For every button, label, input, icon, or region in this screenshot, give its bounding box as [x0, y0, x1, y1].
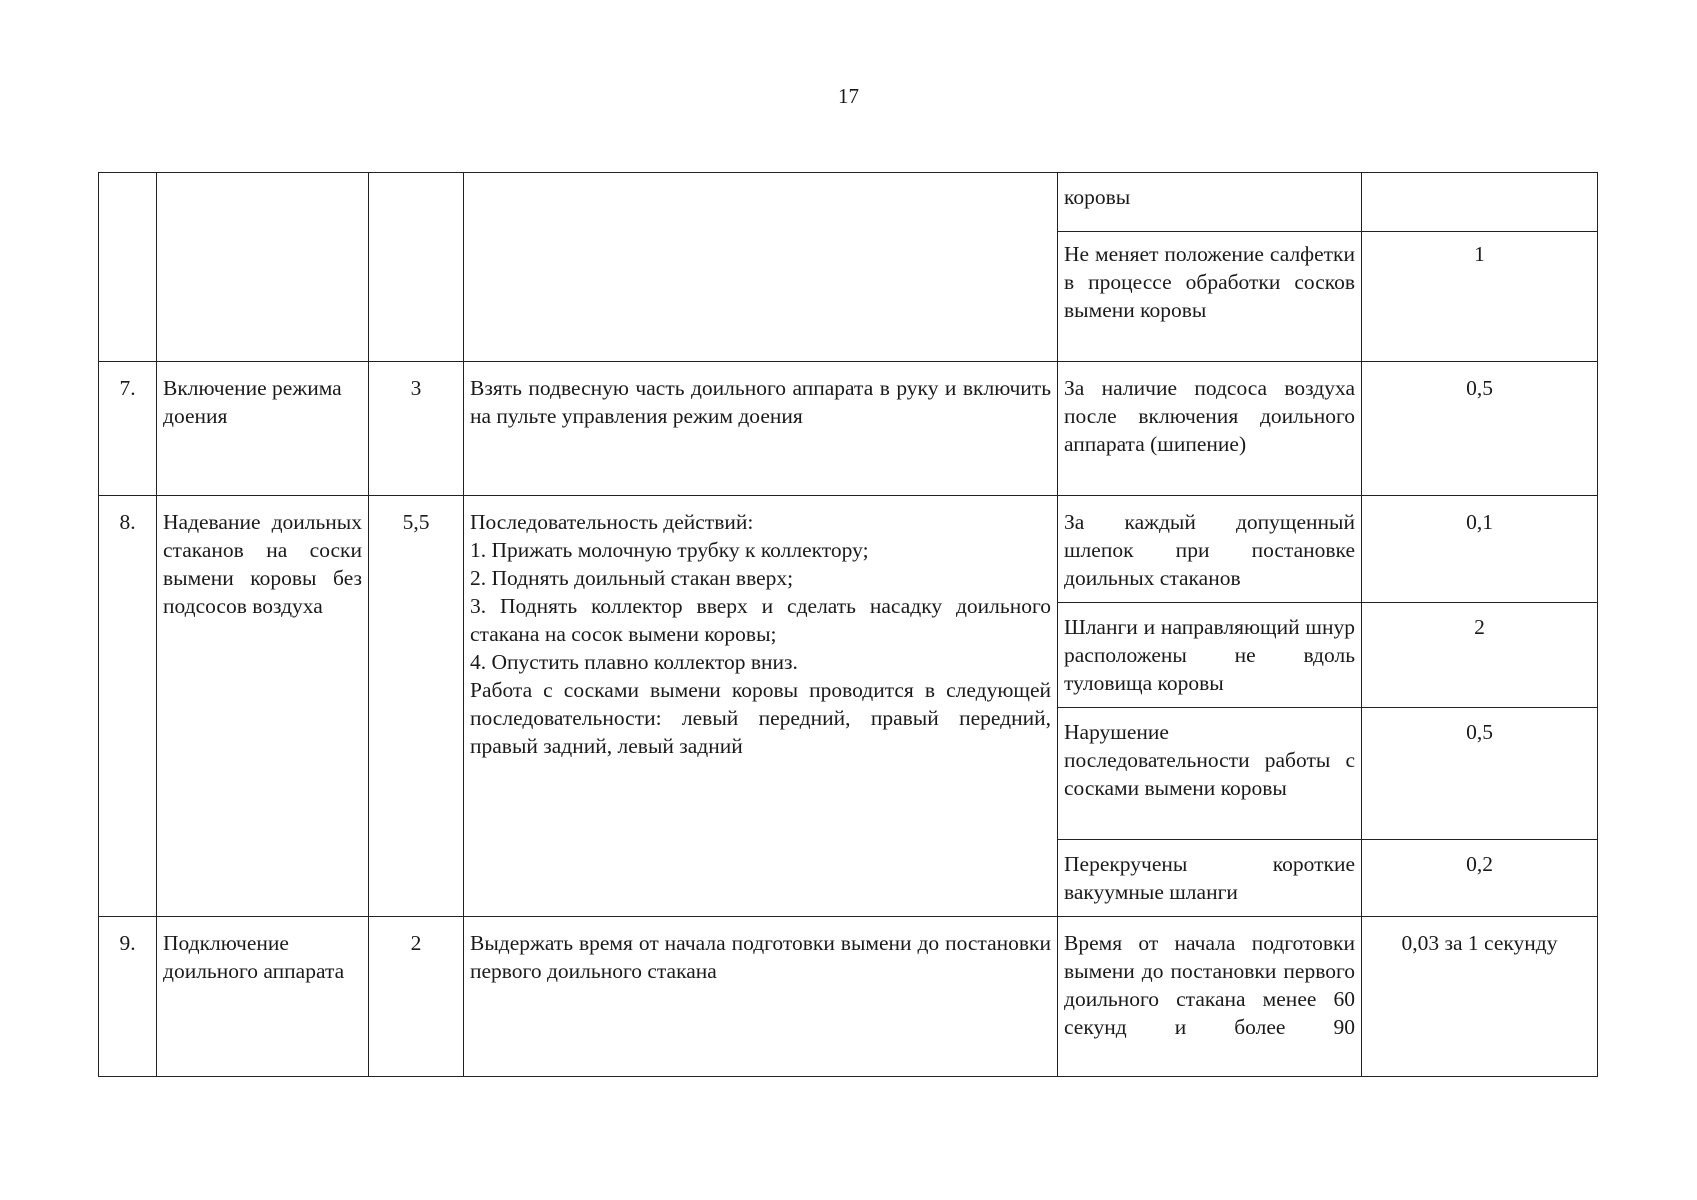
cell-criterion: Перекручены короткие вакуумные шланги — [1058, 840, 1362, 917]
cell-points: 0,1 — [1362, 496, 1598, 603]
step-item: 1. Прижать молочную трубку к коллектору; — [470, 538, 869, 562]
cell-time: 2 — [369, 917, 464, 1077]
cell-criterion: Не меняет положение салфетки в процессе обработки сосков вымени коровы — [1058, 232, 1362, 362]
description-intro: Последовательность действий: — [470, 510, 754, 534]
cell-number: 7. — [99, 362, 157, 496]
table-row — [99, 917, 1598, 1077]
cell-operation: Надевание доильных стаканов на соски вымени коровы без подсосов воздуха — [157, 496, 369, 917]
cell-criterion: За каждый допущенный шлепок при постановке доильных стаканов — [1058, 496, 1362, 603]
step-item: 4. Опустить плавно коллектор вниз. — [470, 650, 798, 674]
page-number: 17 — [838, 84, 859, 108]
table-row — [99, 362, 1598, 496]
cell-number: 9. — [99, 917, 157, 1077]
step-item: 2. Поднять доильный стакан вверх; — [470, 566, 794, 590]
cell-points: 2 — [1362, 603, 1598, 708]
table-row — [99, 173, 1598, 232]
cell-description — [464, 496, 1058, 917]
cell-points: 0,03 за 1 секунду — [1362, 917, 1598, 1077]
cell-number — [99, 173, 157, 362]
cell-time — [369, 173, 464, 362]
cell-operation: Включение режима доения — [157, 362, 369, 496]
cell-operation — [157, 173, 369, 362]
cell-points — [1362, 173, 1598, 232]
cell-criterion: Нарушение последовательности работы с сосками вымени коровы — [1058, 708, 1362, 840]
cell-time: 5,5 — [369, 496, 464, 917]
cell-number: 8. — [99, 496, 157, 917]
cell-operation: Подключение доильного аппарата — [157, 917, 369, 1077]
cell-points: 1 — [1362, 232, 1598, 362]
cell-description: Выдержать время от начала подготовки вымени до постановки первого доильного стакана — [464, 917, 1058, 1077]
description-outro: Работа с сосками вымени коровы проводится в следующей последовательности: левый передний, правый передний, правый задний, левый задний — [470, 678, 1051, 758]
cell-criterion: Шланги и направляющий шнур расположены не вдоль туловища коровы — [1058, 603, 1362, 708]
cell-description — [464, 173, 1058, 362]
cell-criterion: Время от начала подготовки вымени до постановки первого доильного стакана менее 60 секунд и более 90 — [1058, 917, 1362, 1077]
step-item: 3. Поднять коллектор вверх и сделать насадку доильного стакана на сосок вымени коровы; — [470, 594, 1051, 646]
cell-points: 0,5 — [1362, 362, 1598, 496]
cell-points: 0,5 — [1362, 708, 1598, 840]
cell-criterion: За наличие подсоса воздуха после включения доильного аппарата (шипение) — [1058, 362, 1362, 496]
cell-description: Взять подвесную часть доильного аппарата в руку и включить на пульте управления режим доения — [464, 362, 1058, 496]
cell-criterion: коровы — [1058, 173, 1362, 232]
table-row — [99, 496, 1598, 603]
cell-time: 3 — [369, 362, 464, 496]
evaluation-table — [98, 172, 1598, 1077]
cell-points: 0,2 — [1362, 840, 1598, 917]
